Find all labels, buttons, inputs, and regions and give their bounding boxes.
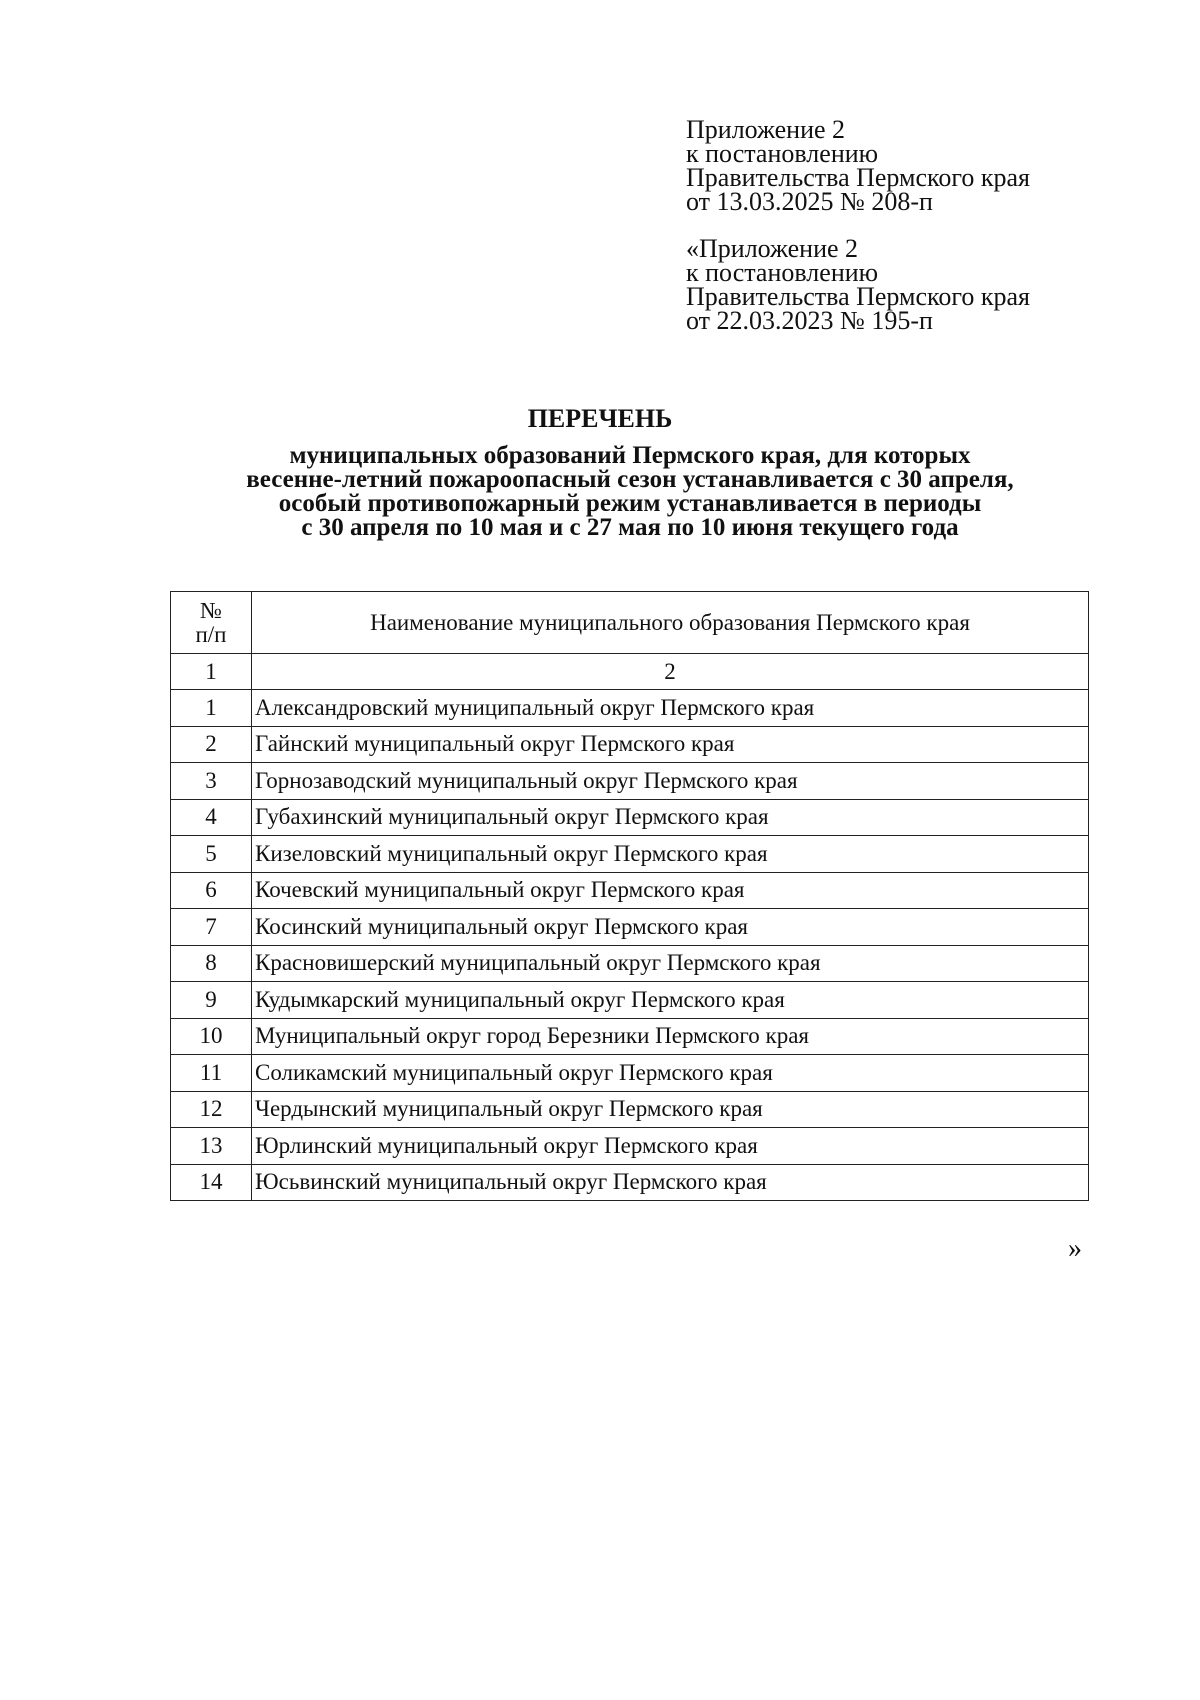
row-name: Юсьвинский муниципальный округ Пермского края [252,1164,1089,1201]
row-number: 14 [171,1164,252,1201]
row-name: Муниципальный округ город Березники Пермского края [252,1018,1089,1055]
table-row [171,909,1089,946]
column-number-row [171,654,1089,690]
row-name: Чердынский муниципальный округ Пермского края [252,1091,1089,1128]
row-name: Кизеловский муниципальный округ Пермского края [252,836,1089,873]
municipalities-table [170,591,1089,1201]
row-name: Кудымкарский муниципальный округ Пермского края [252,982,1089,1019]
table-header-row [171,592,1089,654]
appendix-current-line-4: от 13.03.2025 № 208-п [686,187,933,216]
table-row [171,1055,1089,1092]
row-name: Горнозаводский муниципальный округ Пермского края [252,763,1089,800]
column-number-1: 1 [171,654,252,690]
row-number: 1 [171,690,252,727]
document-subtitle [0,444,1200,540]
row-name: Кочевский муниципальный округ Пермского края [252,872,1089,909]
appendix-original-line-2: к постановлению [686,258,879,287]
row-number: 10 [171,1018,252,1055]
table-row [171,1018,1089,1055]
header-number-abbr: п/п [195,621,227,647]
row-number: 9 [171,982,252,1019]
table-row [171,836,1089,873]
header-number-symbol: № [200,597,222,623]
row-number: 11 [171,1055,252,1092]
row-number: 2 [171,726,252,763]
row-number: 8 [171,945,252,982]
appendix-current-line-3: Правительства Пермского края [686,163,1030,192]
row-number: 4 [171,799,252,836]
row-name: Соликамский муниципальный округ Пермского края [252,1055,1089,1092]
row-number: 13 [171,1128,252,1165]
table-row [171,982,1089,1019]
appendix-current-line-2: к постановлению [686,139,879,168]
subtitle-line-2: весенне-летний пожароопасный сезон устанавливается с 30 апреля, [246,466,1014,493]
row-number: 6 [171,872,252,909]
table-row [171,1128,1089,1165]
row-number: 7 [171,909,252,946]
table-row [171,945,1089,982]
header-name: Наименование муниципального образования Пермского края [252,592,1089,654]
row-name: Красновишерский муниципальный округ Пермского края [252,945,1089,982]
document-title: ПЕРЕЧЕНЬ [527,404,673,433]
row-name: Гайнский муниципальный округ Пермского края [252,726,1089,763]
appendix-original-line-3: Правительства Пермского края [686,282,1030,311]
appendix-current-block [686,115,1030,216]
row-name: Косинский муниципальный округ Пермского края [252,909,1089,946]
subtitle-line-3: особый противопожарный режим устанавливается в периоды [278,490,982,517]
row-name: Юрлинский муниципальный округ Пермского края [252,1128,1089,1165]
row-name: Александровский муниципальный округ Пермского края [252,690,1089,727]
header-number [171,592,252,654]
row-number: 12 [171,1091,252,1128]
appendix-current-line-1: Приложение 2 [686,115,846,144]
table-row [171,872,1089,909]
subtitle-line-1: муниципальных образований Пермского края, для которых [289,442,971,469]
table-row [171,799,1089,836]
row-number: 5 [171,836,252,873]
table-row [171,1164,1089,1201]
appendix-original-block [686,234,1030,335]
appendix-original-line-4: от 22.03.2023 № 195-п [686,306,933,335]
row-name: Губахинский муниципальный округ Пермского края [252,799,1089,836]
table-row [171,690,1089,727]
table-row [171,1091,1089,1128]
appendix-original-line-1: «Приложение 2 [686,234,859,263]
table-row [171,726,1089,763]
column-number-2: 2 [252,654,1089,690]
row-number: 3 [171,763,252,800]
table-row [171,763,1089,800]
closing-quote: » [1068,1233,1082,1264]
subtitle-line-4: с 30 апреля по 10 мая и с 27 мая по 10 июня текущего года [301,514,959,541]
